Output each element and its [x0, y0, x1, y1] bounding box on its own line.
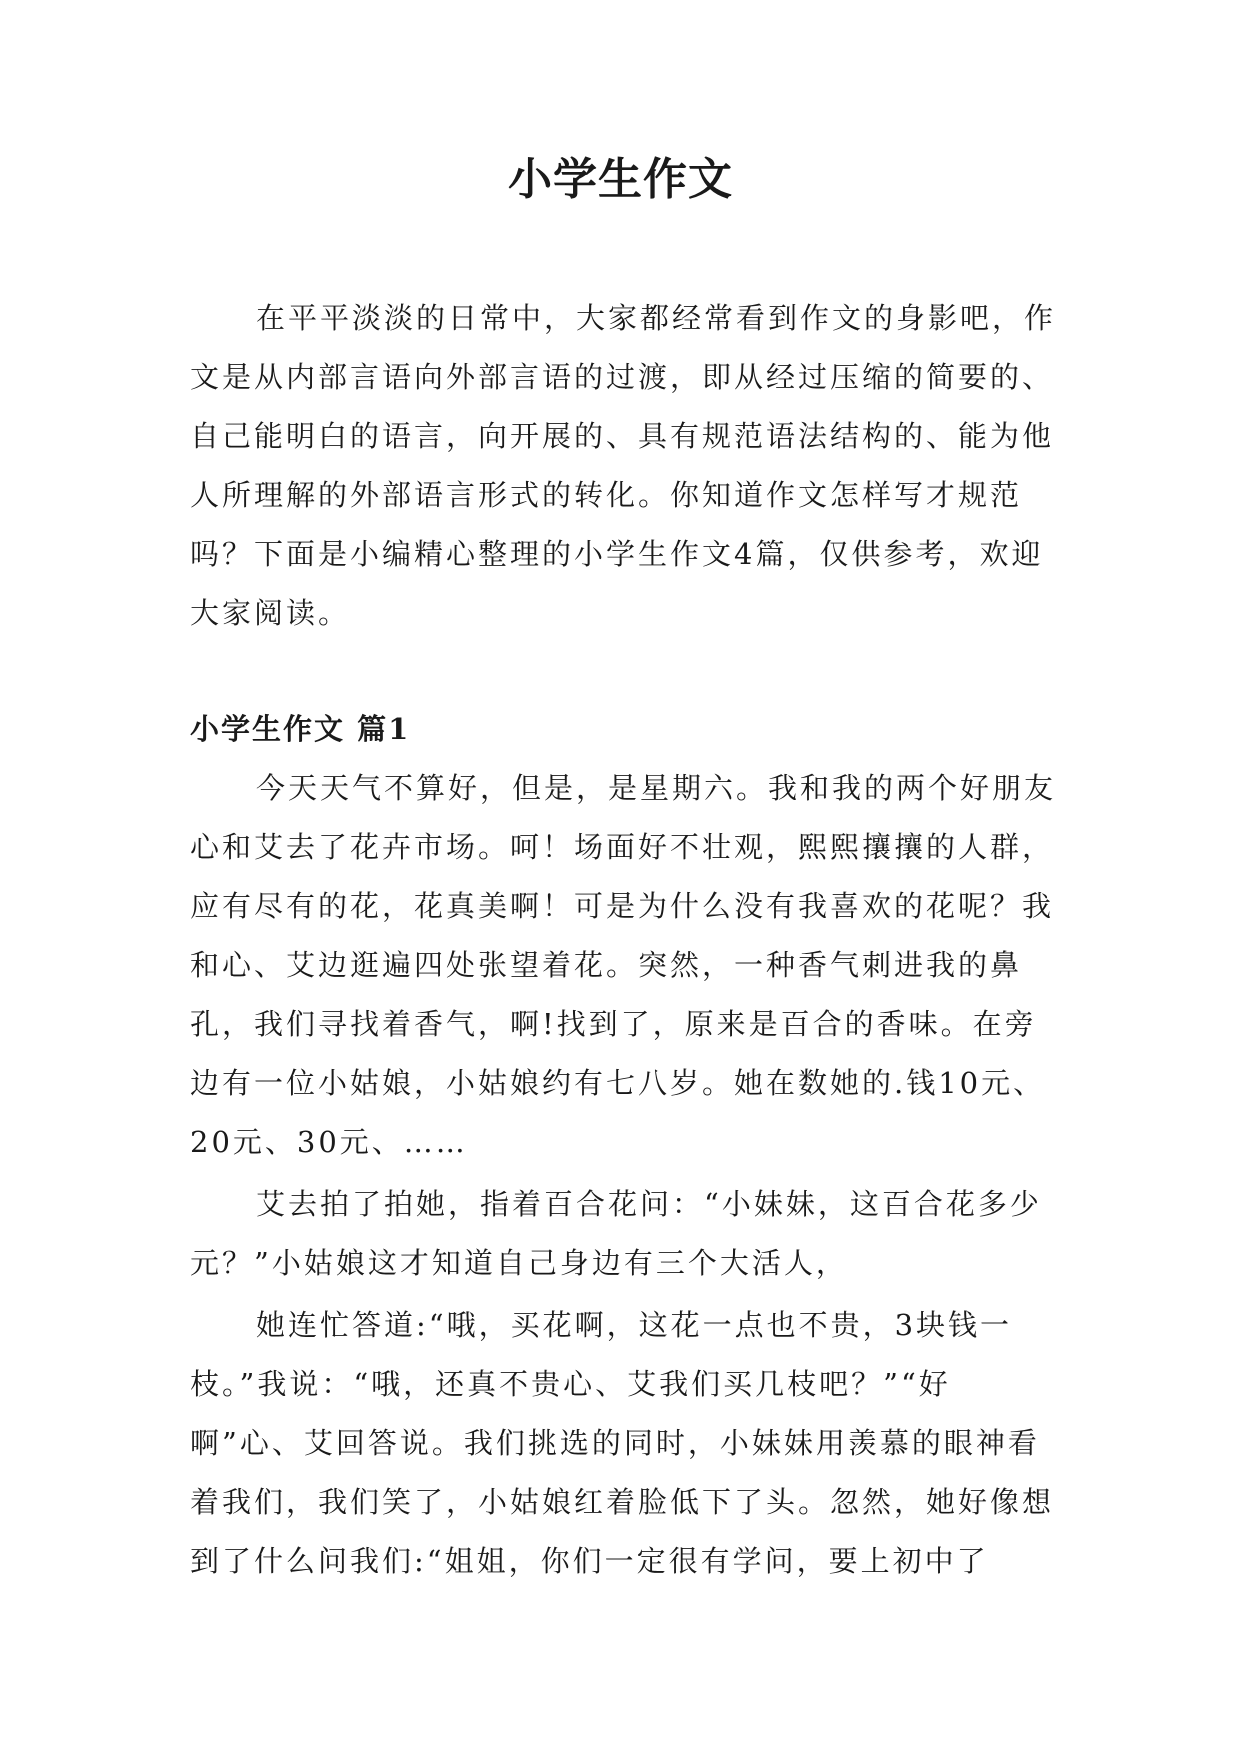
body-paragraph: 她连忙答道:“哦，买花啊，这花一点也不贵，3块钱一枝。”我说：“哦，还真不贵心、艾我们买几枝吧？”“好啊”心、艾回答说。我们挑选的同时，小妹妹用羡慕的眼神看着我们，我们笑了，小姑娘红着脸低下了头。忽然，她好像想到了什么问我们:“姐姐，你们一定很有学问，要上初中了: [190, 1308, 1055, 1578]
section-heading: 小学生作文 篇1: [190, 712, 411, 746]
intro-paragraph: 在平平淡淡的日常中，大家都经常看到作文的身影吧，作文是从内部言语向外部言语的过渡，即从经过压缩的简要的、自己能明白的语言，向开展的、具有规范语法结构的、能为他人所理解的外部语言形式的转化。你知道作文怎样写才规范吗？下面是小编精心整理的小学生作文4篇，仅供参考，欢迎大家阅读。: [190, 301, 1057, 630]
document-title: 小学生作文: [508, 154, 733, 205]
section-body: [190, 759, 1060, 1594]
body-paragraph: 艾去拍了拍她，指着百合花问：“小妹妹，这百合花多少元？”小姑娘这才知道自己身边有三个大活人，: [190, 1187, 1042, 1280]
body-paragraph: 今天天气不算好，但是，是星期六。我和我的两个好朋友心和艾去了花卉市场。呵！场面好不壮观，熙熙攘攘的人群，应有尽有的花，花真美啊！可是为什么没有我喜欢的花呢？我和心、艾边逛遍四处张望着花。突然，一种香气刺进我的鼻孔，我们寻找着香气，啊!找到了，原来是百合的香味。在旁边有一位小姑娘，小姑娘约有七八岁。她在数她的.钱10元、20元、30元、……: [190, 771, 1057, 1159]
